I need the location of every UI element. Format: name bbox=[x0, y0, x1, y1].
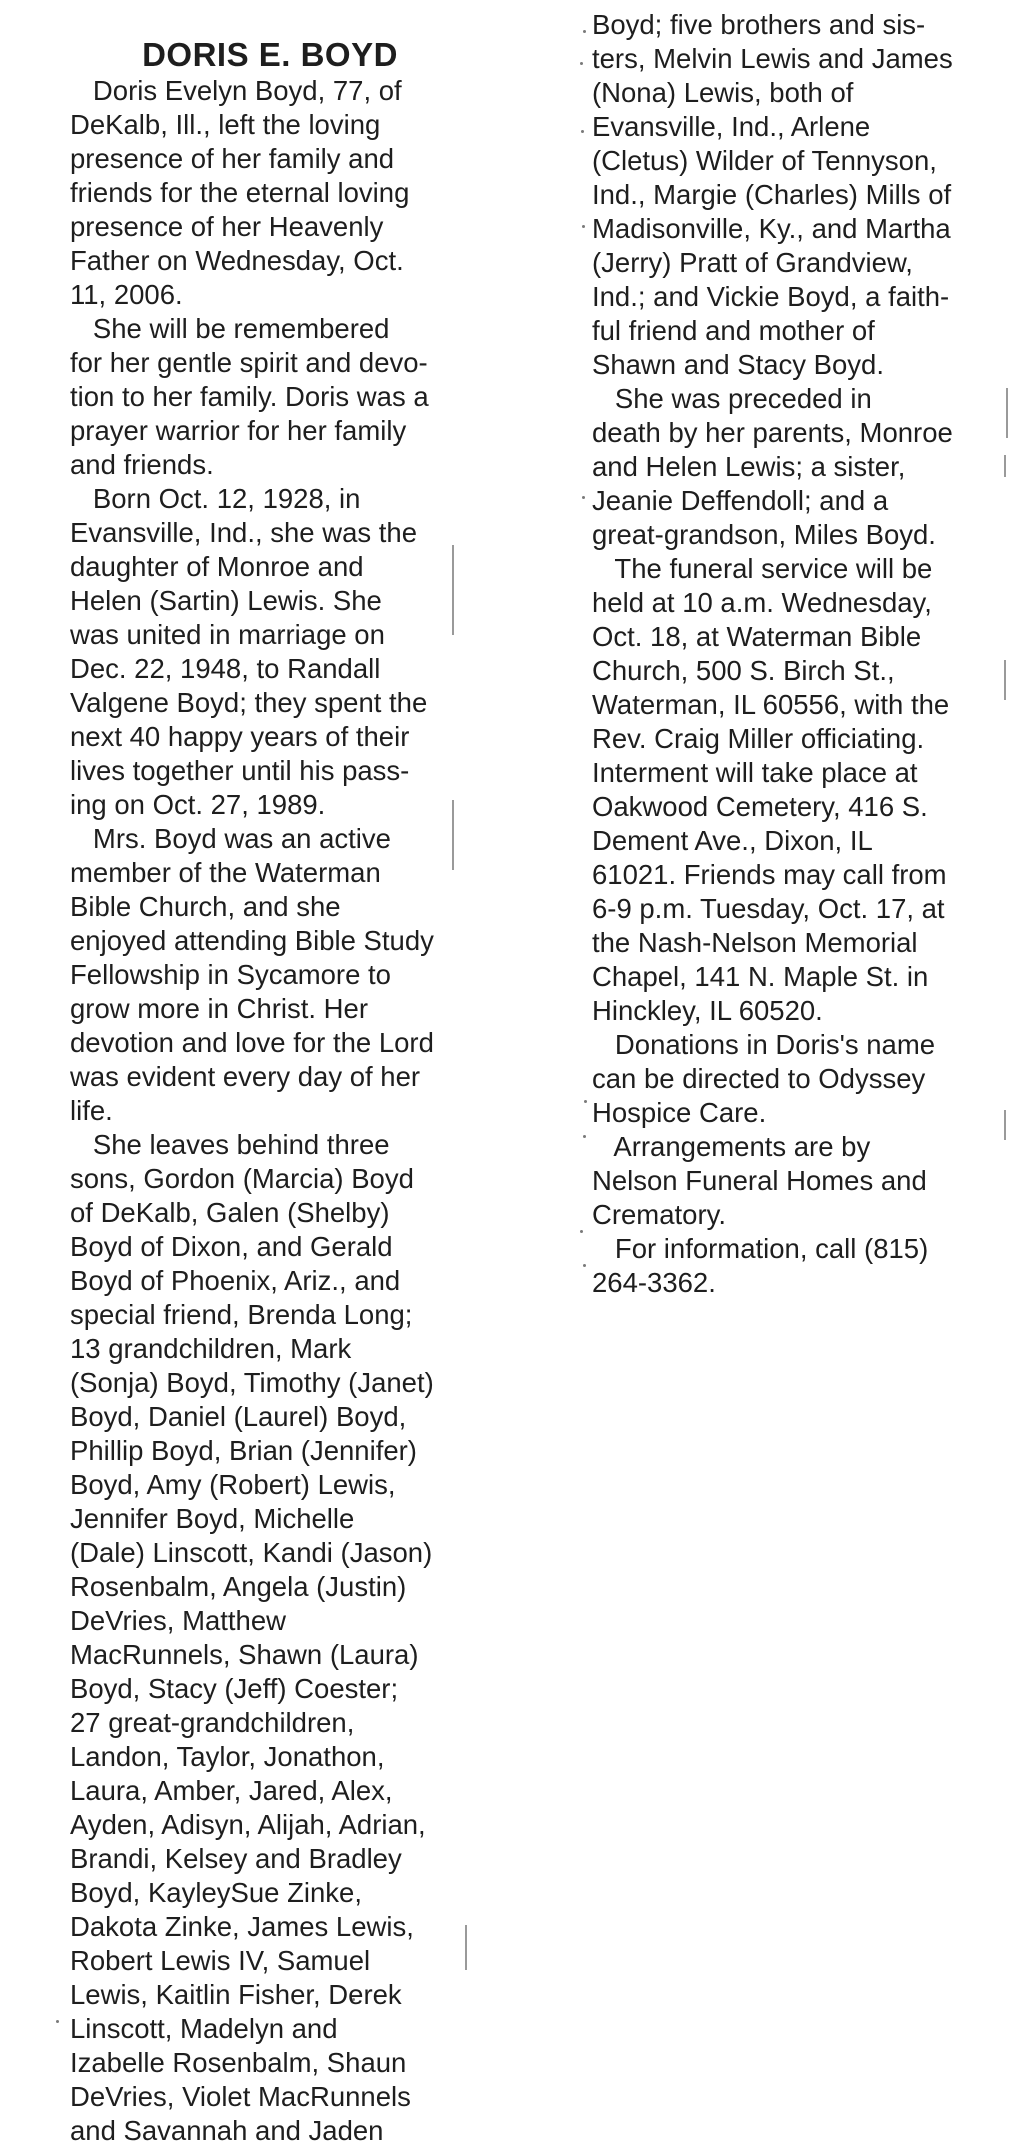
print-speck bbox=[56, 2020, 59, 2023]
text-line: sons, Gordon (Marcia) Boyd bbox=[70, 1163, 414, 1194]
text-line: Boyd, Amy (Robert) Lewis, bbox=[70, 1469, 396, 1500]
print-speck bbox=[582, 225, 585, 228]
text-line: Ind., Margie (Charles) Mills of bbox=[592, 179, 952, 210]
text-line: DeVries, Violet MacRunnels bbox=[70, 2081, 411, 2112]
text-line: Robert Lewis IV, Samuel bbox=[70, 1945, 371, 1976]
text-line: Laura, Amber, Jared, Alex, bbox=[70, 1775, 393, 1806]
print-speck bbox=[582, 496, 585, 499]
text-line: great-grandson, Miles Boyd. bbox=[592, 519, 936, 550]
text-line: ters, Melvin Lewis and James bbox=[592, 43, 953, 74]
text-line: Evansville, Ind., she was the bbox=[70, 517, 417, 548]
text-line: Shawn and Stacy Boyd. bbox=[592, 349, 884, 380]
text-line: Father on Wednesday, Oct. bbox=[70, 245, 404, 276]
column-rule bbox=[1004, 660, 1006, 700]
text-line: (Dale) Linscott, Kandi (Jason) bbox=[70, 1537, 433, 1568]
text-line: 264-3362. bbox=[592, 1267, 716, 1298]
print-speck bbox=[583, 1135, 586, 1138]
text-line: lives together until his pass- bbox=[70, 755, 410, 786]
text-line: Jennifer Boyd, Michelle bbox=[70, 1503, 355, 1534]
text-line: can be directed to Odyssey bbox=[592, 1063, 926, 1094]
text-line: DeVries, Matthew bbox=[70, 1605, 286, 1636]
text-line: Arrangements are by bbox=[592, 1131, 871, 1162]
text-line: Nelson Funeral Homes and bbox=[592, 1165, 927, 1196]
text-line: Church, 500 S. Birch St., bbox=[592, 655, 895, 686]
text-line: Brandi, Kelsey and Bradley bbox=[70, 1843, 402, 1874]
text-line: Doris Evelyn Boyd, 77, of bbox=[70, 75, 402, 106]
text-line: friends for the eternal loving bbox=[70, 177, 410, 208]
left-column-text bbox=[70, 74, 470, 2148]
text-line: The funeral service will be bbox=[592, 553, 933, 584]
text-line: Hospice Care. bbox=[592, 1097, 767, 1128]
print-speck bbox=[584, 1100, 587, 1103]
text-line: Phillip Boyd, Brian (Jennifer) bbox=[70, 1435, 417, 1466]
text-line: Jeanie Deffendoll; and a bbox=[592, 485, 889, 516]
text-line: Landon, Taylor, Jonathon, bbox=[70, 1741, 385, 1772]
text-line: For information, call (815) bbox=[592, 1233, 929, 1264]
text-line: was united in marriage on bbox=[70, 619, 385, 650]
text-line: Helen (Sartin) Lewis. She bbox=[70, 585, 382, 616]
text-line: life. bbox=[70, 1095, 113, 1126]
text-line: special friend, Brenda Long; bbox=[70, 1299, 413, 1330]
text-line: presence of her family and bbox=[70, 143, 395, 174]
column-rule bbox=[1006, 388, 1008, 438]
text-line: Dakota Zinke, James Lewis, bbox=[70, 1911, 414, 1942]
text-line: enjoyed attending Bible Study bbox=[70, 925, 434, 956]
column-rule bbox=[1004, 455, 1006, 477]
text-line: next 40 happy years of their bbox=[70, 721, 410, 752]
text-line: Rosenbalm, Angela (Justin) bbox=[70, 1571, 407, 1602]
text-line: Madisonville, Ky., and Martha bbox=[592, 213, 951, 244]
text-line: Boyd; five brothers and sis- bbox=[592, 9, 926, 40]
text-line: Hinckley, IL 60520. bbox=[592, 995, 823, 1026]
text-line: Linscott, Madelyn and bbox=[70, 2013, 338, 2044]
text-line: Donations in Doris's name bbox=[592, 1029, 936, 1060]
text-line: 6-9 p.m. Tuesday, Oct. 17, at bbox=[592, 893, 945, 924]
text-line: 13 grandchildren, Mark bbox=[70, 1333, 352, 1364]
text-line: MacRunnels, Shawn (Laura) bbox=[70, 1639, 419, 1670]
text-line: Interment will take place at bbox=[592, 757, 918, 788]
text-line: 27 great-grandchildren, bbox=[70, 1707, 355, 1738]
text-line: member of the Waterman bbox=[70, 857, 381, 888]
text-line: and Helen Lewis; a sister, bbox=[592, 451, 906, 482]
print-speck bbox=[583, 30, 586, 33]
text-line: held at 10 a.m. Wednesday, bbox=[592, 587, 932, 618]
text-line: Ayden, Adisyn, Alijah, Adrian, bbox=[70, 1809, 426, 1840]
text-line: and Savannah and Jaden bbox=[70, 2115, 384, 2146]
print-speck bbox=[580, 1230, 583, 1233]
text-line: Boyd of Dixon, and Gerald bbox=[70, 1231, 393, 1262]
text-line: Valgene Boyd; they spent the bbox=[70, 687, 428, 718]
text-line: Dement Ave., Dixon, IL bbox=[592, 825, 873, 856]
text-line: grow more in Christ. Her bbox=[70, 993, 368, 1024]
text-line: DeKalb, Ill., left the loving bbox=[70, 109, 381, 140]
text-line: She was preceded in bbox=[592, 383, 872, 414]
text-line: Lewis, Kaitlin Fisher, Derek bbox=[70, 1979, 402, 2010]
text-line: Oct. 18, at Waterman Bible bbox=[592, 621, 922, 652]
print-speck bbox=[583, 1264, 586, 1267]
text-line: presence of her Heavenly bbox=[70, 211, 384, 242]
right-column bbox=[592, 8, 1002, 1300]
right-column-text bbox=[592, 8, 1002, 1300]
text-line: Oakwood Cemetery, 416 S. bbox=[592, 791, 928, 822]
text-line: Rev. Craig Miller officiating. bbox=[592, 723, 925, 754]
text-line: Dec. 22, 1948, to Randall bbox=[70, 653, 381, 684]
text-line: of DeKalb, Galen (Shelby) bbox=[70, 1197, 390, 1228]
obituary-title: DORIS E. BOYD bbox=[142, 36, 398, 73]
text-line: Boyd of Phoenix, Ariz., and bbox=[70, 1265, 401, 1296]
text-line: She leaves behind three bbox=[70, 1129, 390, 1160]
text-line: Boyd, Stacy (Jeff) Coester; bbox=[70, 1673, 399, 1704]
text-line: She will be remembered bbox=[70, 313, 390, 344]
text-line: ing on Oct. 27, 1989. bbox=[70, 789, 326, 820]
print-speck bbox=[580, 62, 583, 65]
print-speck bbox=[581, 130, 584, 133]
text-line: devotion and love for the Lord bbox=[70, 1027, 434, 1058]
text-line: (Nona) Lewis, both of bbox=[592, 77, 854, 108]
text-line: Chapel, 141 N. Maple St. in bbox=[592, 961, 929, 992]
text-line: Evansville, Ind., Arlene bbox=[592, 111, 871, 142]
text-line: Crematory. bbox=[592, 1199, 726, 1230]
left-column bbox=[70, 36, 470, 2148]
text-line: Born Oct. 12, 1928, in bbox=[70, 483, 361, 514]
text-line: Izabelle Rosenbalm, Shaun bbox=[70, 2047, 407, 2078]
text-line: death by her parents, Monroe bbox=[592, 417, 953, 448]
text-line: daughter of Monroe and bbox=[70, 551, 364, 582]
text-line: Boyd, Daniel (Laurel) Boyd, bbox=[70, 1401, 407, 1432]
text-line: the Nash-Nelson Memorial bbox=[592, 927, 918, 958]
text-line: 61021. Friends may call from bbox=[592, 859, 947, 890]
text-line: ful friend and mother of bbox=[592, 315, 875, 346]
text-line: and friends. bbox=[70, 449, 214, 480]
column-rule bbox=[1004, 1110, 1006, 1140]
text-line: (Jerry) Pratt of Grandview, bbox=[592, 247, 913, 278]
text-line: Waterman, IL 60556, with the bbox=[592, 689, 950, 720]
text-line: for her gentle spirit and devo- bbox=[70, 347, 428, 378]
text-line: 11, 2006. bbox=[70, 279, 183, 310]
text-line: (Sonja) Boyd, Timothy (Janet) bbox=[70, 1367, 434, 1398]
text-line: was evident every day of her bbox=[70, 1061, 421, 1092]
text-line: (Cletus) Wilder of Tennyson, bbox=[592, 145, 937, 176]
text-line: Fellowship in Sycamore to bbox=[70, 959, 391, 990]
text-line: Ind.; and Vickie Boyd, a faith- bbox=[592, 281, 950, 312]
text-line: tion to her family. Doris was a bbox=[70, 381, 429, 412]
text-line: Bible Church, and she bbox=[70, 891, 341, 922]
text-line: prayer warrior for her family bbox=[70, 415, 407, 446]
text-line: Mrs. Boyd was an active bbox=[70, 823, 391, 854]
text-line: Boyd, KayleySue Zinke, bbox=[70, 1877, 362, 1908]
